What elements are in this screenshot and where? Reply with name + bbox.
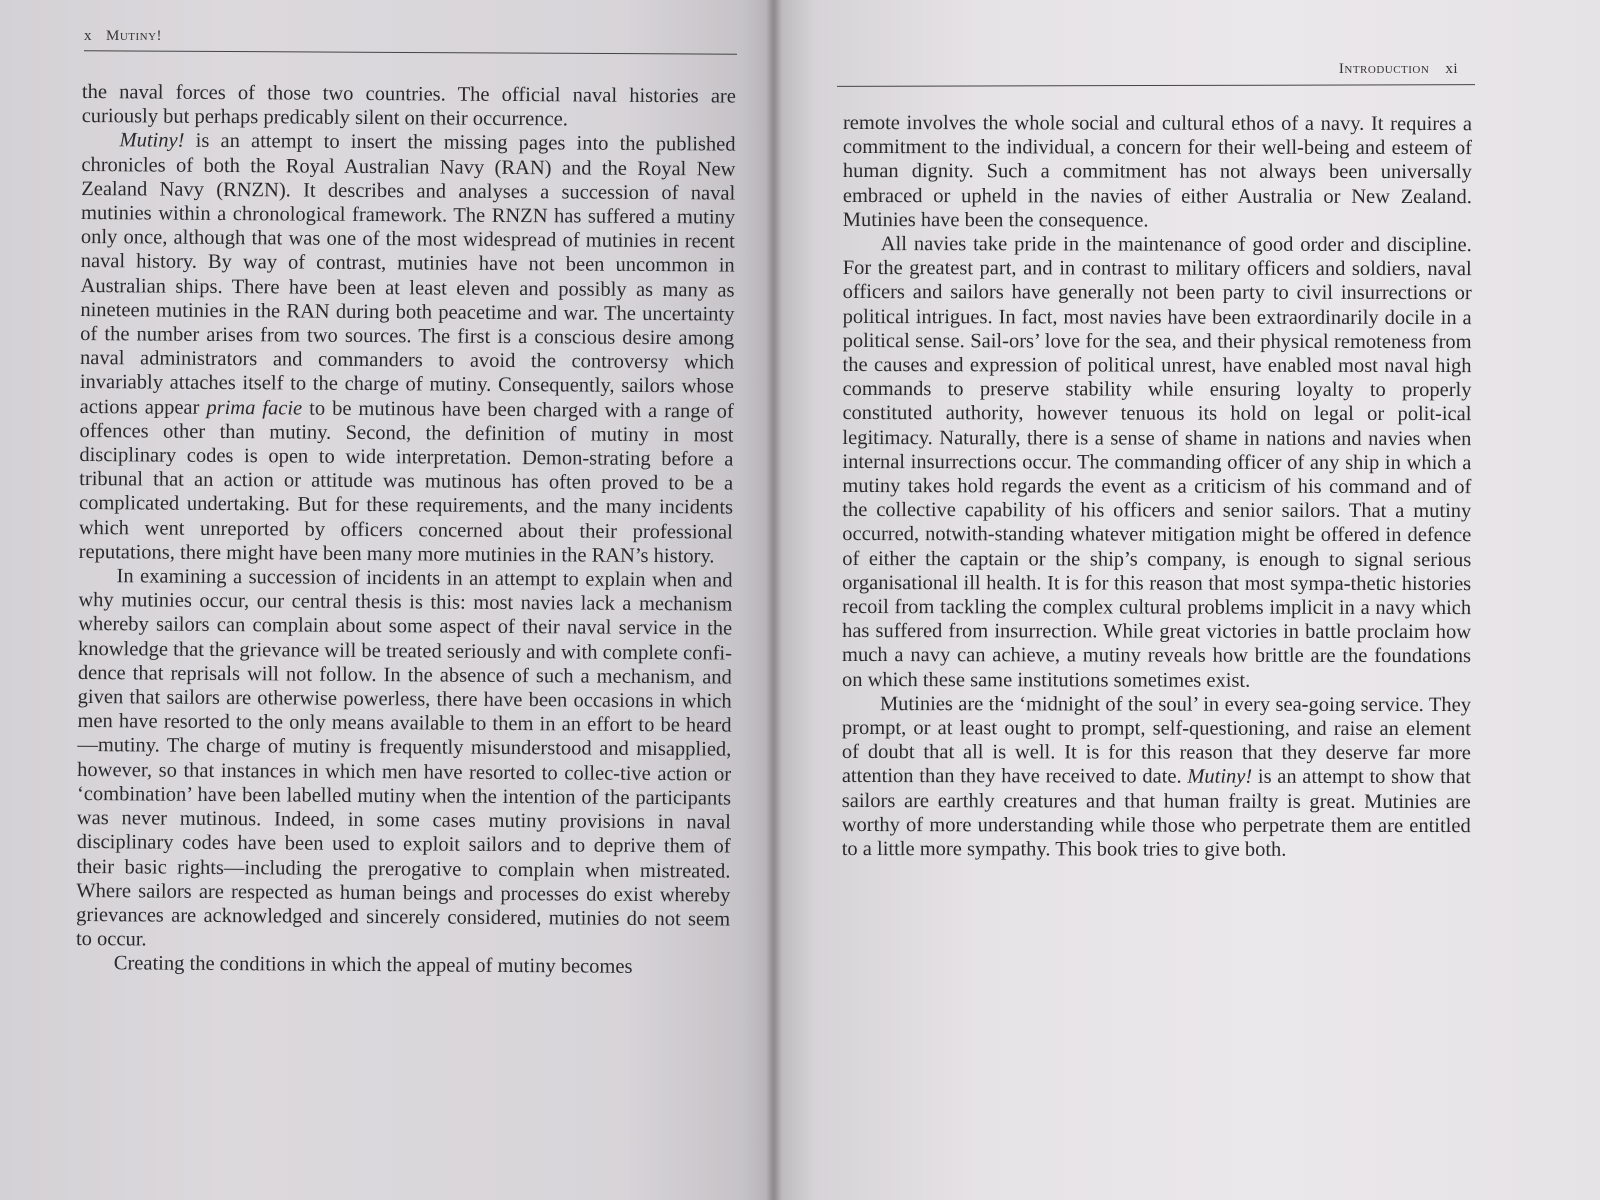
text-run: All navies take pride in the maintenance of good order and discipline. For the greatest part, and in contrast to military officers and soldiers, naval officers and sailors have generally not been party to civil insurrections or political intrigues. In fact, most navies have been extraordinarily docile in a political sense. Sail-ors’ love for the sea, and their physical remoteness from the causes and expression of political unrest, have enabled most naval high commands to preserve stability while ensuring loyalty to properly constituted authority, however tenuous its hold on legal or polit-ical legitimacy. Naturally, there is a sense of shame in nations and navies when internal insurrections occur. The commanding officer of any ship in which a mutiny takes hold regards the event as a criticism of his command and of the collective capability of his officers and senior sailors. That a mutiny occurred, notwith-standing whatever mitigation might be offered in defence of either the captain or the ship’s company, is enough to signal serious organisational ill health. It is for this reason that most sympa-thetic histories recoil from tackling the complex cultural problems implicit in a navy which has suffered from insurrection. While great victories in battle proclaim how much a navy can achieve, a mutiny reveals how brittle are the foundations on which these same institutions sometimes exist. — [841, 233, 1472, 692]
text-run: In examining a succession of incidents in an attempt to explain when and why mutinies occur, our central thesis is this: most navies lack a mechanism whereby sailors can complain about some aspect of their naval service in the knowledge that the grievance will be treated seriously and with complete confi-dence that reprisals will not follow. In the absence of such a mechanism, and given that sailors are otherwise powerless, there have been occasions in which men have resorted to the only means available to them in an effort to be heard—mutiny. The charge of mutiny is frequently misunderstood and misapplied, however, so that instances in which men have resorted to collec-tive action or ‘combination’ have been labelled mutiny when the intention of the participants was never mutinous. Indeed, in some cases mutiny provisions in naval disciplinary codes have been used to exploit sailors and to deprive them of their basic rights—including the prerogative to complain when mistreated. Where sailors are respected as human beings and processes do exist whereby grievances are acknowledged and sincerely considered, mutinies do not seem to occur. — [75, 565, 733, 951]
left-running-head — [84, 28, 162, 45]
text-run: is an attempt to insert the missing pages into the published chronicles of both the Royal Australian Navy (RAN) and the Royal New Zealand Navy (RNZN). It describes and analyses a succession of naval mutinies within a chronological framework. The RNZN has suffered a mutiny only once, although that was one of the most widespread of mutinies in recent naval history. By way of contrast, mutinies have not been uncommon in Australian ships. There have been at least eleven and possibly as many as nineteen mutinies in the RAN during both peacetime and war. The uncertainty of the number arises from two sources. The first is a conscious desire among naval administrators and commanders to avoid the controversy which invariably attaches itself to the charge of mutiny. Consequently, sailors whose actions appear — [79, 130, 736, 419]
right-running-head — [1339, 61, 1458, 78]
italic-text: Mutiny! — [1187, 766, 1253, 789]
right-header-rule — [837, 84, 1475, 87]
right-text-column — [842, 111, 1472, 862]
left-running-head-title: Mutiny! — [106, 28, 163, 44]
right-folio: xi — [1445, 61, 1458, 77]
paragraph — [842, 232, 1472, 693]
left-text-column — [76, 80, 736, 980]
paragraph — [76, 951, 730, 980]
book-gutter — [766, 0, 782, 1200]
text-run: to be mutinous have been charged with a range of offences other than mutiny. Second, the definition of mutiny in most disciplinary codes is open to wide interpretation. Demon-strating before a tribunal that an action or attitude was mutinous has often proved to be a complicated undertaking. But for these requirements, and the many incidents which went unreported by officers concerned about their professional reputations, there might have been many more mutinies in the RAN’s history. — [78, 397, 734, 568]
italic-text: prima facie — [206, 396, 303, 420]
left-page — [0, 0, 773, 1200]
text-run: Creating the conditions in which the appeal of mutiny becomes — [113, 952, 633, 979]
right-running-head-title: Introduction — [1338, 61, 1430, 77]
text-run: is an attempt to show that sailors are earthly creatures and that human frailty is great. Mutinies are worthy of more understanding while those who perpetrate them are entitled to a little more sympathy. This book tries to give both. — [841, 766, 1471, 861]
text-run: remote involves the whole social and cultural ethos of a navy. It requires a commitment to the individual, a concern for their well-being and esteem of human dignity. Such a commitment has not always been universally embraced or upheld in the navies of either Australia or New Zealand. Mutinies have been the consequence. — [842, 112, 1472, 232]
paragraph — [76, 564, 733, 956]
paragraph — [79, 128, 736, 568]
paragraph — [82, 80, 736, 133]
text-run: Mutinies are the ‘midnight of the soul’ in every sea-going service. They prompt, or at least ought to prompt, self-questioning, and raise an element of doubt that all is well. It is for this reason that they deserve far more attention than they have received to date. — [841, 692, 1471, 789]
left-header-rule — [84, 50, 737, 54]
paragraph — [843, 111, 1472, 233]
paragraph — [842, 692, 1471, 863]
right-page — [773, 0, 1600, 1200]
italic-text: Mutiny! — [119, 129, 185, 153]
text-run: the naval forces of those two countries. The official naval histories are curiously but perhaps predicably silent on their occurrence. — [81, 80, 736, 131]
left-folio: x — [84, 28, 92, 44]
